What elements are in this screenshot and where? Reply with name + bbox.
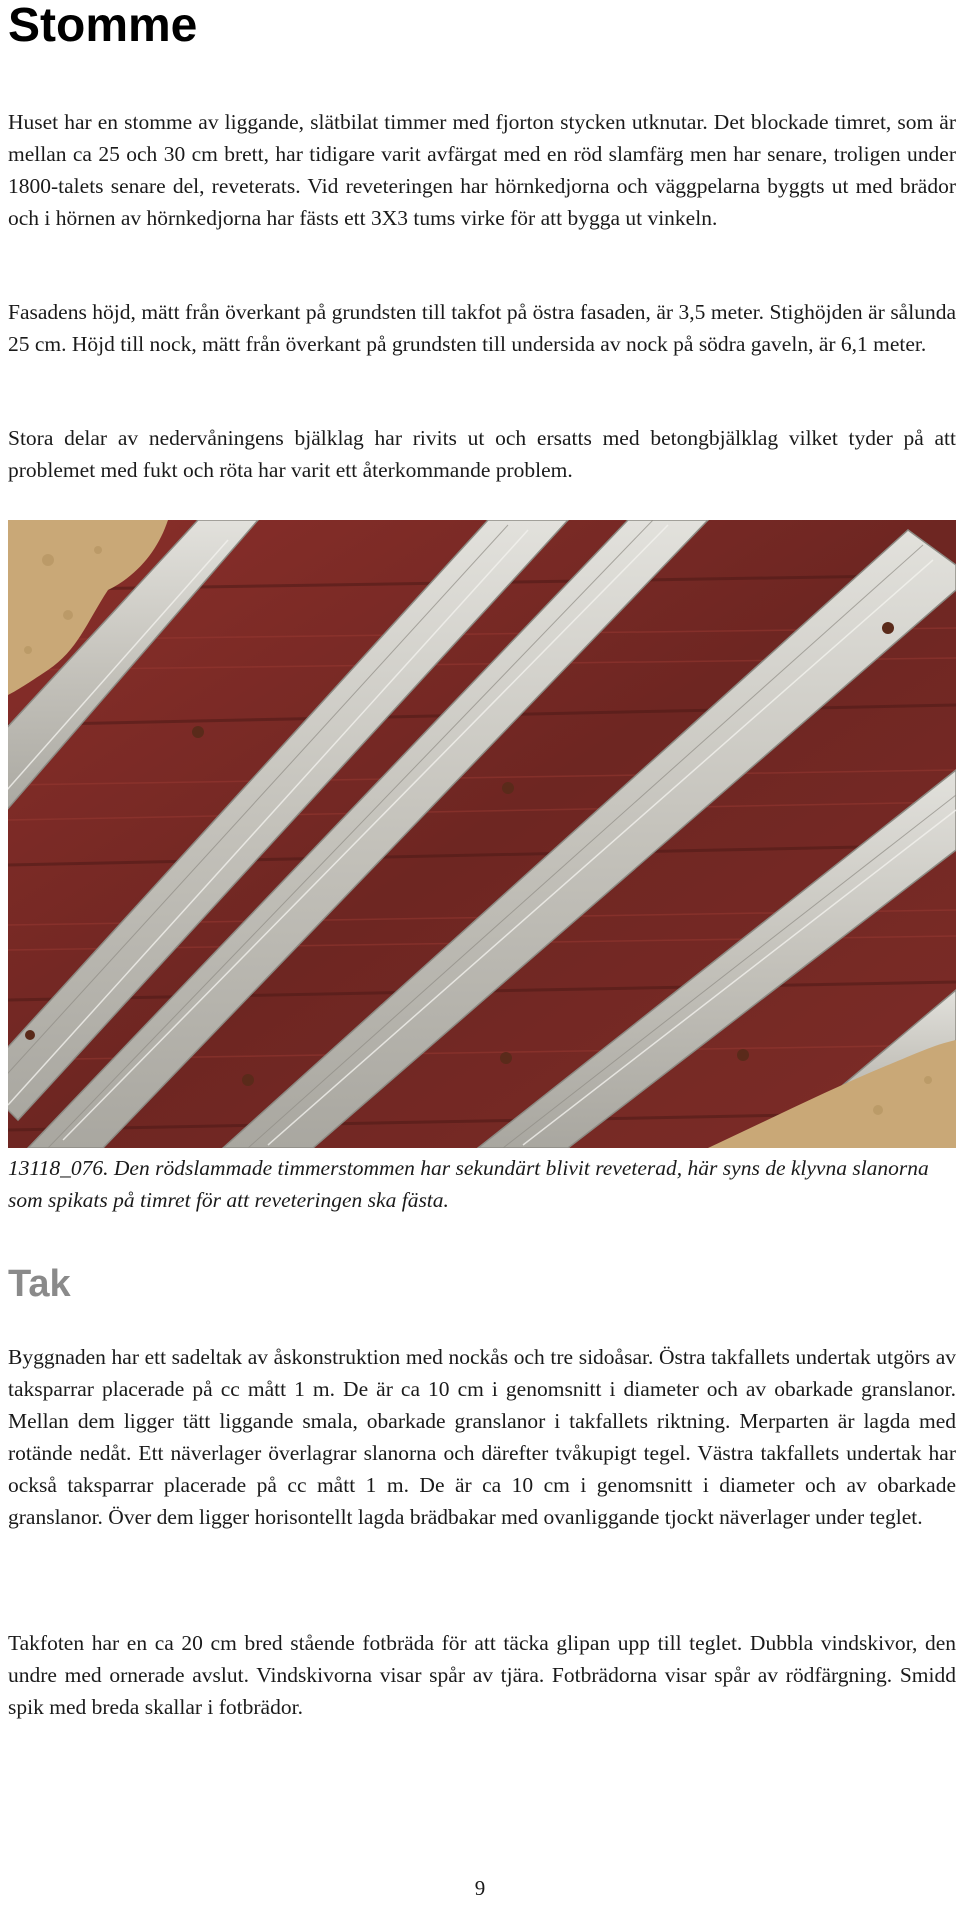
photo-caption: 13118_076. Den rödslammade timmerstommen har sekundärt blivit reveterad, här syns de klyvna slanorna som spikats på timret för att reveteringen ska fästa. xyxy=(8,1156,929,1212)
paragraph-stomme-1: Huset har en stomme av liggande, slätbilat timmer med fjorton stycken utknutar. Det blockade timret, som är mellan ca 25 och 30 cm brett, har tidigare varit avfärgat med en röd slamfärg men har senare, troligen under 1800-talets senare del, reveterats. Vid reveteringen har hörnkedjorna och väggpelarna byggts ut med brädor och i hörnen av hörnkedjorna har fästs ett 3X3 tums virke för att bygga ut vinkeln. xyxy=(8,110,956,230)
page-number: 9 xyxy=(474,1876,486,1900)
paragraph-stomme-2: Fasadens höjd, mätt från överkant på grundsten till takfot på östra fasaden, är 3,5 meter. Stighöjden är sålunda 25 cm. Höjd till nock, mätt från överkant på grundsten till undersida av nock på södra gaveln, är 6,1 meter. xyxy=(8,300,956,356)
photo-reveted-timber-wall xyxy=(8,520,956,1148)
paragraph-stomme-3: Stora delar av nedervåningens bjälklag har rivits ut och ersatts med betongbjälklag vilket tyder på att problemet med fukt och röta har varit ett återkommande problem. xyxy=(8,426,956,482)
paragraph-tak-2: Takfoten har en ca 20 cm bred stående fotbräda för att täcka glipan upp till teglet. Dubbla vindskivor, den undre med ornerade avslut. Vindskivorna visar spår av tjära. Fotbrädorna visar spår av rödfärgning. Smidd spik med breda skallar i fotbrädor. xyxy=(8,1631,956,1719)
section-heading-tak: Tak xyxy=(8,1263,71,1305)
section-heading-stomme: Stomme xyxy=(8,0,198,52)
paragraph-tak-1: Byggnaden har ett sadeltak av åskonstruktion med nockås och tre sidoåsar. Östra takfallets undertak utgörs av taksparrar placerade på cc mått 1 m. De är ca 10 cm i genomsnitt i diameter och av obarkade granslanor. Mellan dem ligger tätt liggande smala, obarkade granslanor i takfallets riktning. Merparten är lagda med rotände nedåt. Ett näverlager överlagrar slanorna och därefter tvåkupigt tegel. Västra takfallets undertak har också taksparrar placerade på cc mått 1 m. De är ca 10 cm i genomsnitt i diameter och av obarkade granslanor. Över dem ligger horisontellt lagda brädbakar med ovanliggande tjockt näverlager under teglet. xyxy=(8,1345,956,1529)
